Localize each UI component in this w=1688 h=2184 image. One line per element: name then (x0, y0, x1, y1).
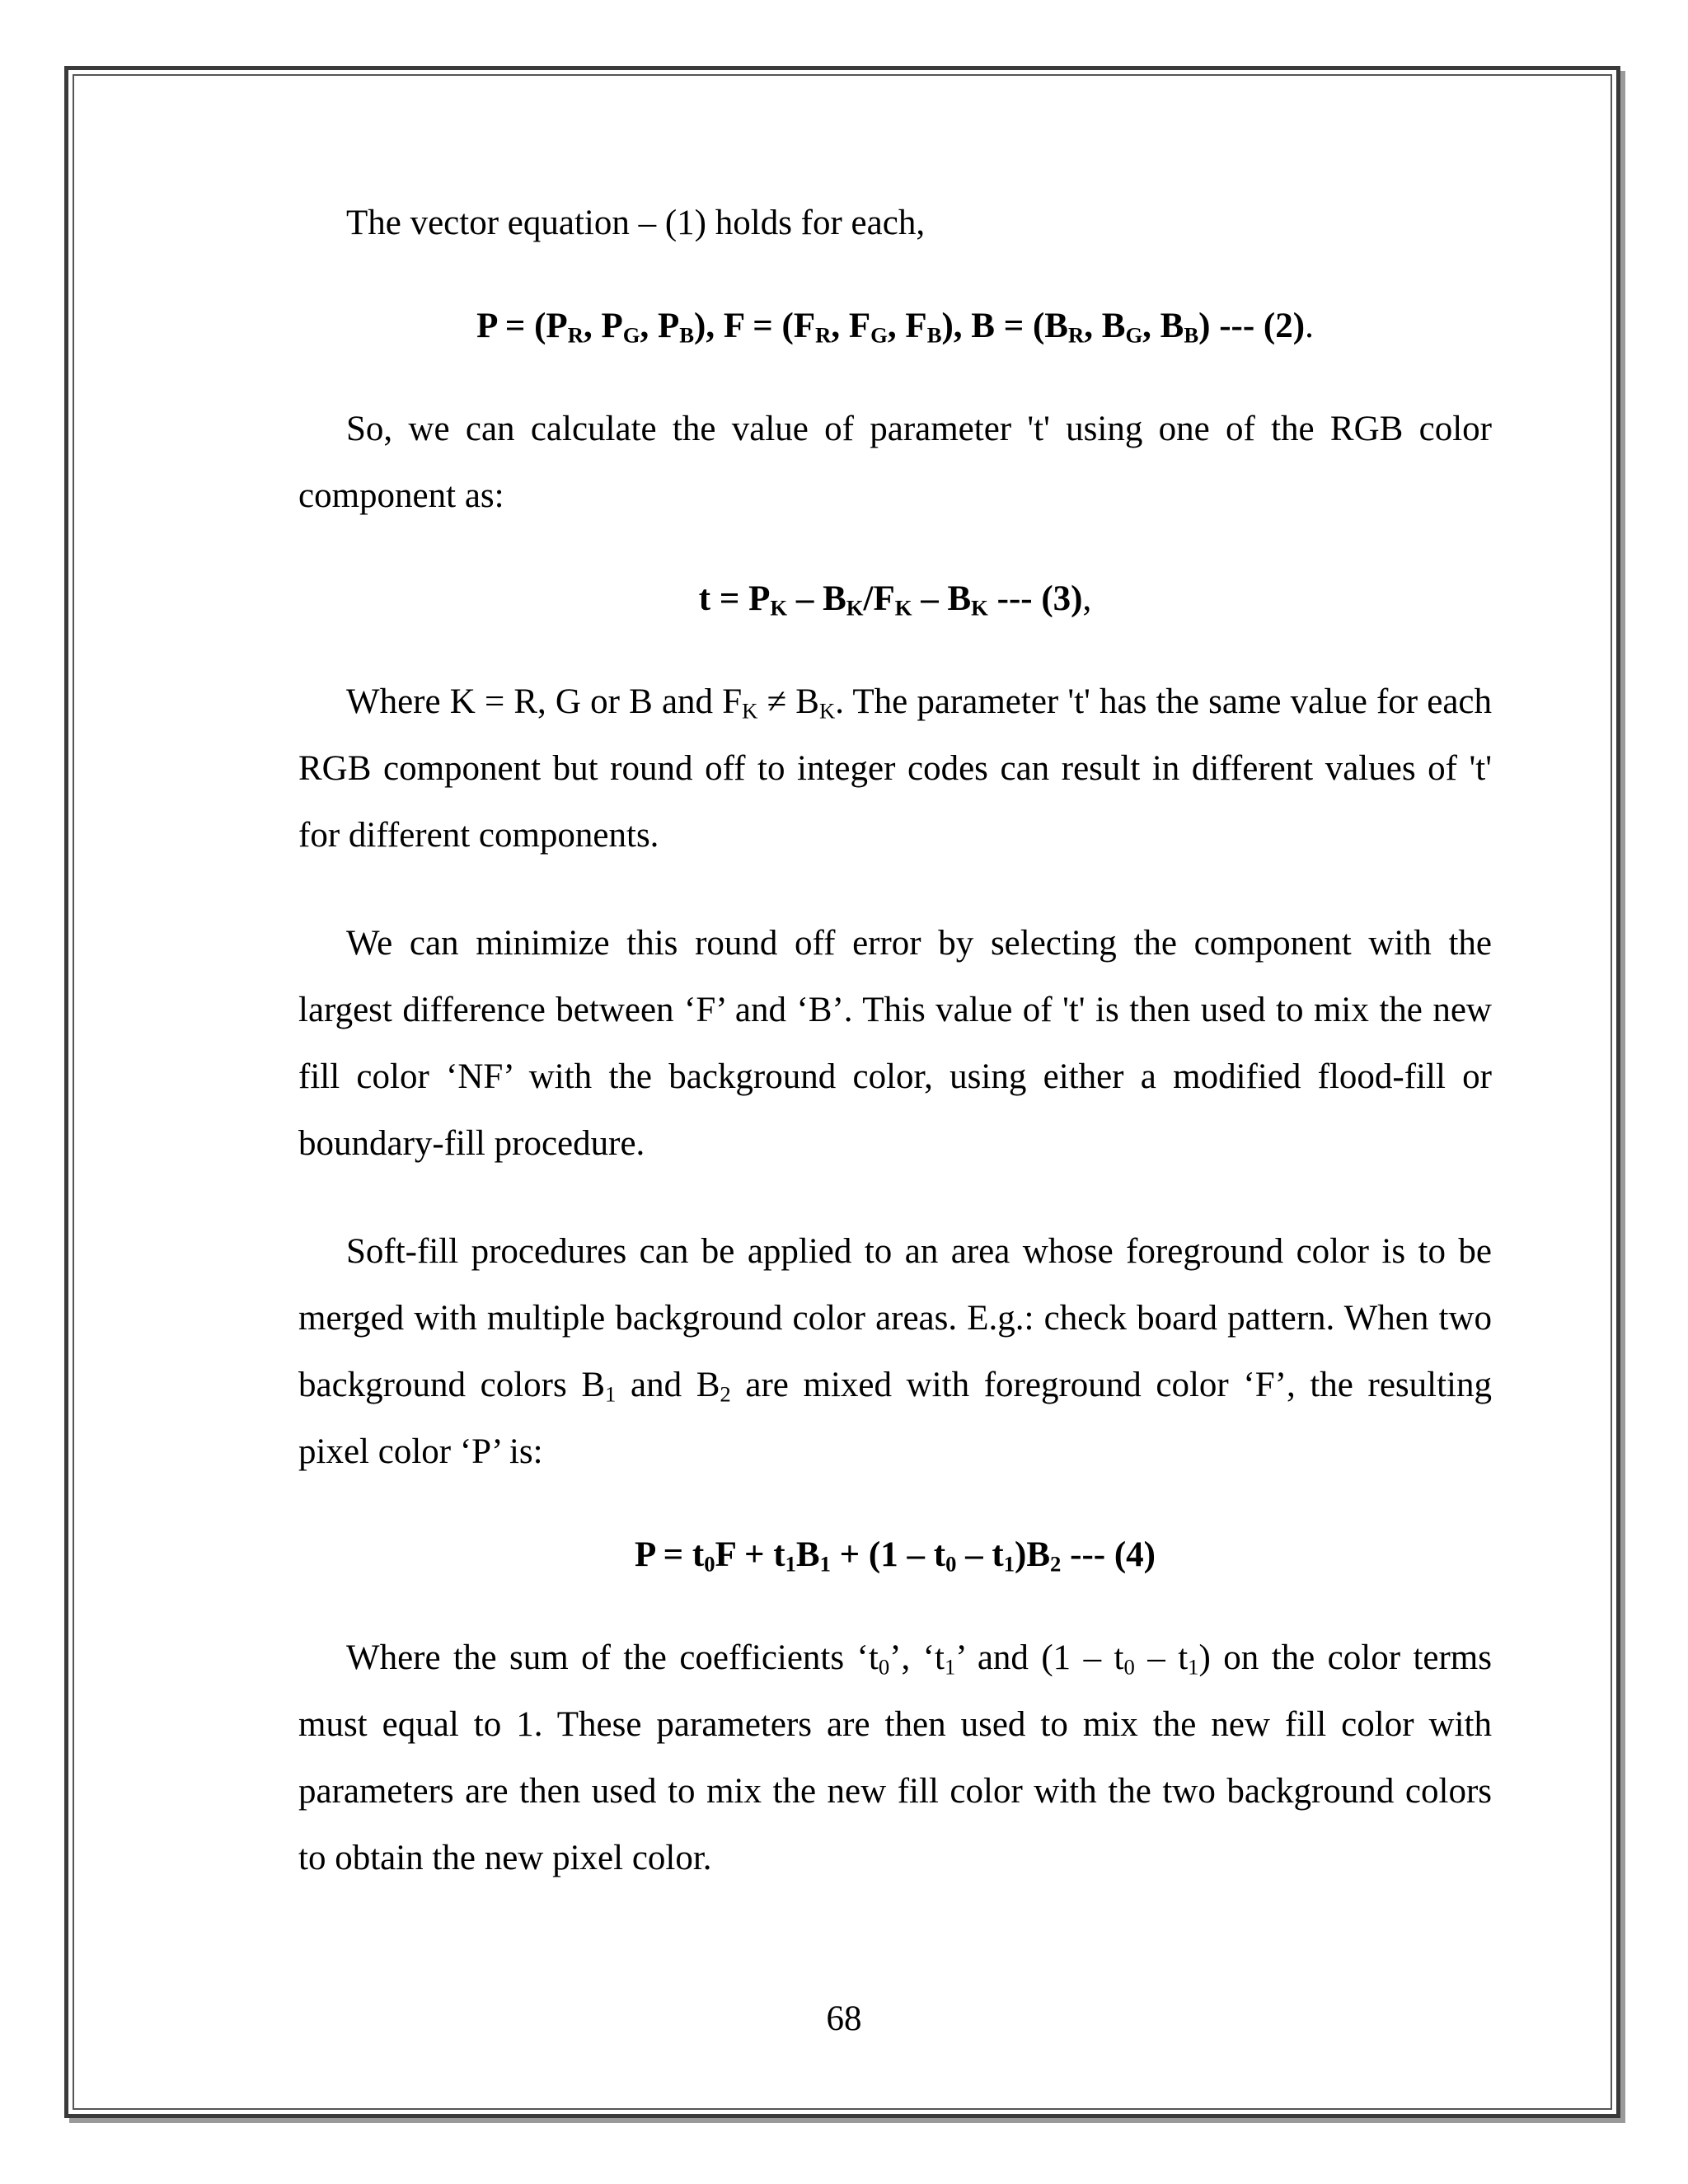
eq2-text: = ( (496, 307, 546, 345)
eq2-sub: R (567, 322, 584, 348)
eq2-sub: R (1067, 322, 1085, 348)
para4-sub: 2 (720, 1381, 731, 1407)
eq2-text: P (476, 307, 497, 345)
para5-sub: 1 (944, 1654, 956, 1680)
para5-text: ) on the color terms must equal to 1. These parameters are then used to mix the new fill color with parameters are then used to mix the new fill color with the two background colors to obtain the new pixel color. (298, 1638, 1492, 1877)
eq4-sub: 1 (819, 1551, 831, 1577)
eq4-sub: 1 (1003, 1551, 1015, 1577)
eq4-text: --- (4) (1061, 1535, 1156, 1574)
eq3-sub: K (770, 595, 788, 621)
para5-text: Where the sum of the coefficients ‘t (346, 1638, 879, 1677)
paragraph-coefficients (298, 1624, 1492, 1891)
eq2-sub: G (1125, 322, 1143, 348)
eq4-text: P = t (635, 1535, 705, 1574)
intro-paragraph: The vector equation – (1) holds for each, (346, 204, 926, 242)
eq2-text: , (583, 307, 602, 345)
eq2-text: . (1305, 307, 1314, 345)
eq3-text: --- (3) (987, 579, 1083, 618)
eq4-text: B (795, 1535, 820, 1574)
eq4-text: )B (1015, 1535, 1051, 1574)
eq4-sub: 0 (704, 1551, 715, 1577)
page-frame-shadow-bottom (69, 2118, 1625, 2123)
eq3-sub: K (894, 595, 912, 621)
eq2-text: P (546, 307, 568, 345)
eq4-sub: 0 (945, 1551, 957, 1577)
para5-sub: 0 (878, 1654, 890, 1680)
eq2-text: P (657, 307, 680, 345)
para5-sub: 0 (1123, 1654, 1135, 1680)
page-frame-shadow-right (1620, 71, 1625, 2123)
eq3-text: t = P (698, 579, 771, 618)
eq3-sub: K (846, 595, 864, 621)
eq4-sub: 1 (785, 1551, 796, 1577)
eq3-text: /F (863, 579, 895, 618)
page-number: 68 (826, 1999, 862, 2038)
eq2-sub: G (870, 322, 888, 348)
eq2-text: ), F = ( (694, 307, 794, 345)
eq2-sub: G (622, 322, 640, 348)
para2-sub: K (818, 698, 836, 724)
eq2-text: P (601, 307, 623, 345)
eq2-text: B (1101, 307, 1126, 345)
eq2-sub: B (1184, 322, 1199, 348)
eq2-text: , (640, 307, 658, 345)
para4-text: Soft-fill procedures can be applied to an area whose foreground color is to be merged with multiple background color areas. E.g.: check board pattern. When two background colors B (298, 1232, 1492, 1404)
para4-text: are mixed with foreground color ‘F’, the resulting pixel color ‘P’ is: (298, 1366, 1492, 1471)
para5-text: ’, ‘t (889, 1638, 945, 1677)
paragraph-soft-fill (298, 1218, 1492, 1485)
paragraph-where-k (298, 668, 1492, 869)
paragraph-parameter-t: So, we can calculate the value of parameter 't' using one of the RGB color component as: (298, 410, 1492, 515)
eq3-text: , (1082, 579, 1092, 618)
paragraph-round-off: We can minimize this round off error by selecting the component with the largest difference between ‘F’ and ‘B’. This value of 't' is then used to mix the new fill color ‘NF’ with the background color, using either a modified flood-fill or boundary-fill procedure. (298, 924, 1492, 1163)
equation-3 (298, 565, 1492, 632)
para2-text: ≠ B (757, 682, 819, 721)
eq2-text: F (905, 307, 927, 345)
eq4-text: F + t (715, 1535, 785, 1574)
eq2-text: , (831, 307, 849, 345)
para2-sub: K (742, 698, 758, 724)
para5-text: – t (1134, 1638, 1189, 1677)
eq4-text: + (1 – t (830, 1535, 946, 1574)
para5-sub: 1 (1188, 1654, 1199, 1680)
page-content (298, 190, 1492, 1891)
equation-2 (298, 293, 1492, 359)
equation-4 (298, 1521, 1492, 1588)
eq4-sub: 2 (1050, 1551, 1062, 1577)
eq3-text: – B (912, 579, 972, 618)
para4-text: and B (616, 1366, 720, 1404)
eq2-text: , (887, 307, 906, 345)
eq2-sub: B (679, 322, 695, 348)
para2-text: . The parameter 't' has the same value for each RGB component but round off to integer codes can result in different values of 't' for different components. (298, 682, 1492, 855)
eq2-sub: B (926, 322, 942, 348)
para4-sub: 1 (605, 1381, 617, 1407)
para2-text: Where K = R, G or B and F (346, 682, 743, 721)
eq2-text: , (1084, 307, 1102, 345)
eq2-sub: R (815, 322, 832, 348)
eq3-sub: K (971, 595, 988, 621)
eq2-text: B (1044, 307, 1068, 345)
eq2-text: F (793, 307, 816, 345)
para5-text: ’ and (1 – t (955, 1638, 1124, 1677)
eq2-text: ) --- (2) (1198, 307, 1306, 345)
eq2-text: B (1160, 307, 1184, 345)
eq4-text: – t (956, 1535, 1004, 1574)
eq2-text: , (1142, 307, 1160, 345)
eq3-text: – B (787, 579, 846, 618)
eq2-text: F (848, 307, 871, 345)
eq2-text: ), B = ( (941, 307, 1045, 345)
